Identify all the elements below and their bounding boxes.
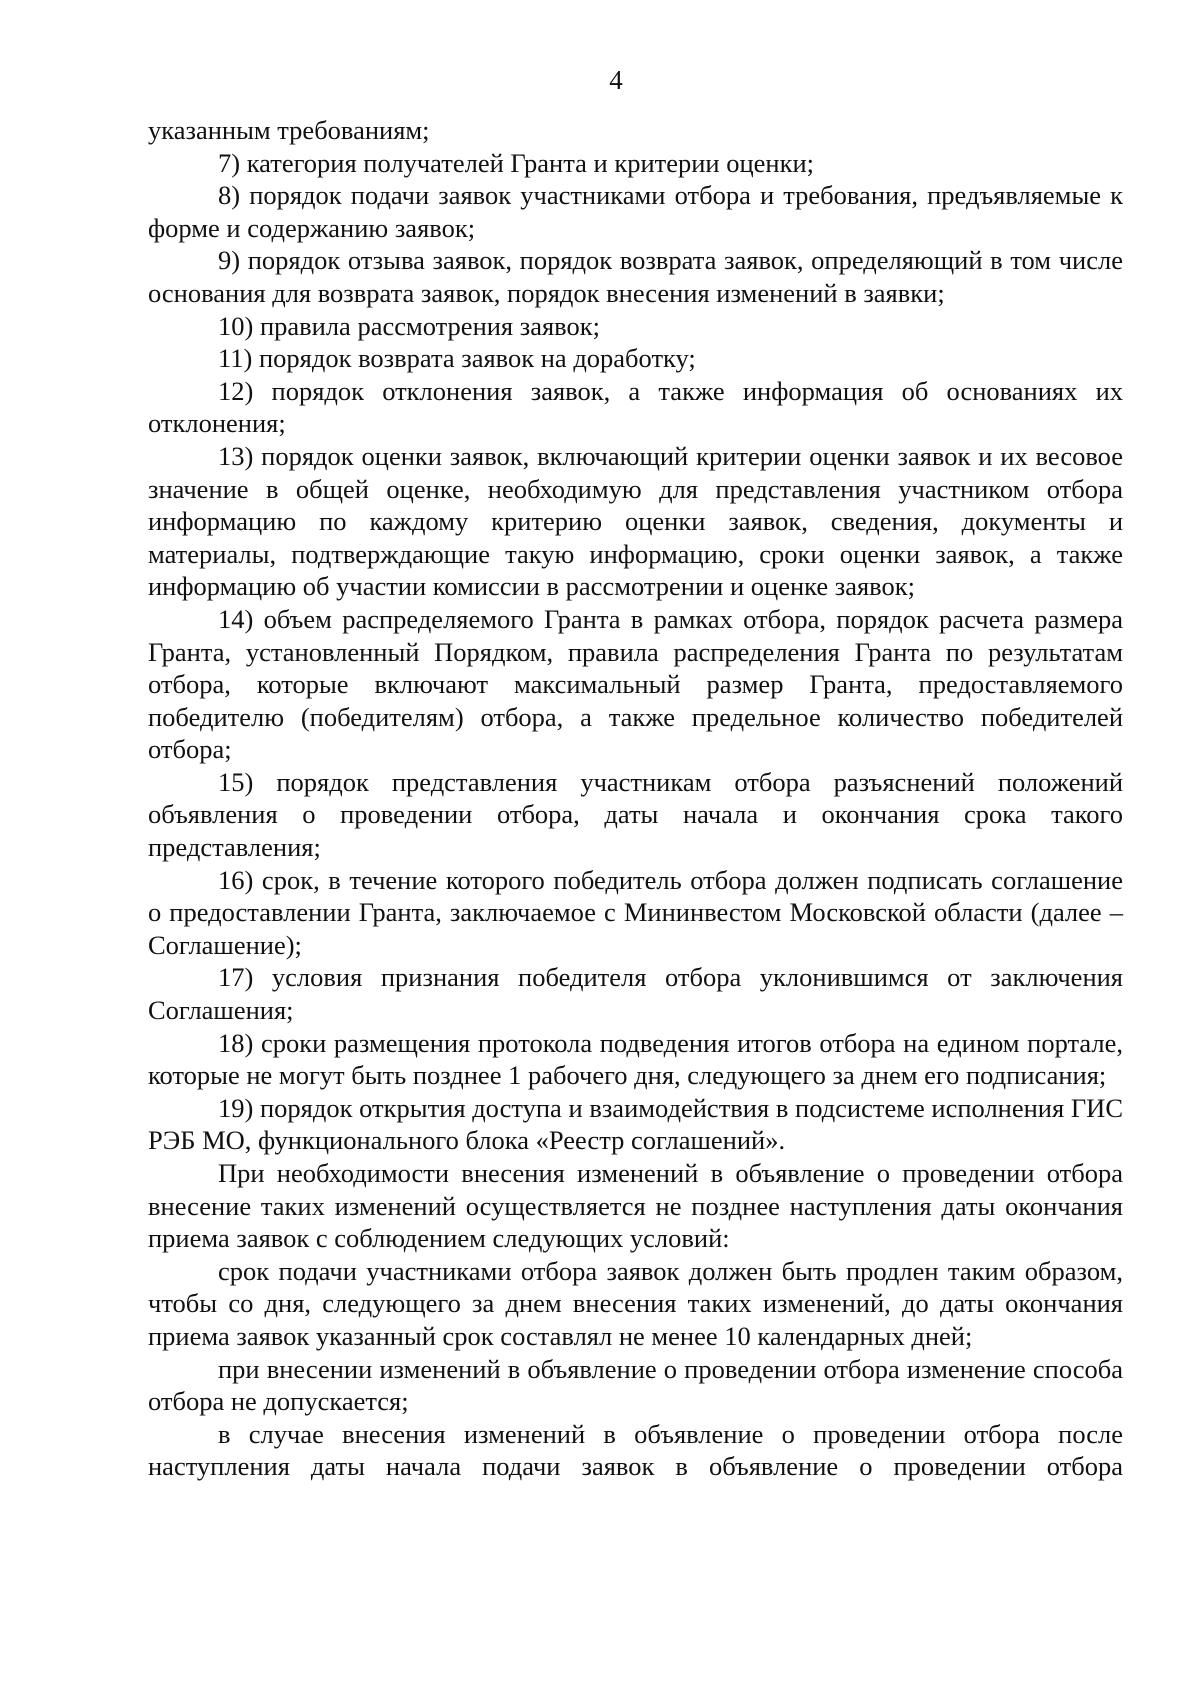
list-item-14: 14) объем распределяемого Гранта в рамках отбора, порядок расчета размера Гранта, установленный Порядком, правила распределения Гранта по результатам отбора, которые включают максимальный размер Гранта, предоставляемого победителю (победителям) отбора, а также предельное количество победителей отбора; — [148, 603, 1123, 765]
list-item-8: 8) порядок подачи заявок участниками отбора и требования, предъявляемые к форме и содержанию заявок; — [148, 180, 1123, 243]
list-item-7: 7) категория получателей Гранта и критерии оценки; — [218, 147, 815, 178]
document-body — [148, 114, 1123, 1483]
list-item-16: 16) срок, в течение которого победитель отбора должен подписать соглашение о предоставлении Гранта, заключаемое с Мининвестом Московской области (далее – Соглашение); — [148, 864, 1123, 960]
paragraph-continuation: указанным требованиям; — [148, 115, 430, 145]
list-item-18: 18) сроки размещения протокола подведения итогов отбора на едином портале, которые не могут быть позднее 1 рабочего дня, следующего за днем его подписания; — [148, 1027, 1123, 1091]
paragraph-amendments: При необходимости внесения изменений в объявление о проведении отбора внесение таких изменений осуществляется не позднее наступления даты окончания приема заявок с соблюдением следующих условий: — [148, 1158, 1123, 1254]
list-item-12: 12) порядок отклонения заявок, а также информация об основаниях их отклонения; — [148, 375, 1123, 439]
list-item-15: 15) порядок представления участникам отбора разъяснений положений объявления о проведении отбора, даты начала и окончания срока такого представления; — [148, 766, 1123, 863]
list-item-13: 13) порядок оценки заявок, включающий критерии оценки заявок и их весовое значение в общей оценке, необходимую для представления участником отбора информацию по каждому критерию оценки заявок, сведения, документы и материалы, подтверждающие такую информацию, сроки оценки заявок, а также информацию об участии комиссии в рассмотрении и оценке заявок; — [148, 440, 1123, 602]
list-item-19: 19) порядок открытия доступа и взаимодействия в подсистеме исполнения ГИС РЭБ МО, функционального блока «Реестр соглашений». — [148, 1092, 1123, 1156]
paragraph-condition-method: при внесении изменений в объявление о проведении отбора изменение способа отбора не допускается; — [148, 1353, 1123, 1417]
page-number: 4 — [609, 65, 623, 95]
paragraph-condition-after-start: в случае внесения изменений в объявление о проведении отбора после наступления даты начала подачи заявок в объявление о проведении отбора — [148, 1418, 1123, 1482]
list-item-11: 11) порядок возврата заявок на доработку; — [218, 343, 696, 374]
list-item-17: 17) условия признания победителя отбора уклонившимся от заключения Соглашения; — [148, 962, 1123, 1026]
paragraph-condition-deadline: срок подачи участниками отбора заявок должен быть продлен таким образом, чтобы со дня, следующего за днем внесения таких изменений, до даты окончания приема заявок указанный срок составлял не менее 10 календарных дней; — [148, 1255, 1123, 1351]
list-item-9: 9) порядок отзыва заявок, порядок возврата заявок, определяющий в том числе основания для возврата заявок, порядок внесения изменений в заявки; — [148, 245, 1123, 308]
list-item-10: 10) правила рассмотрения заявок; — [218, 310, 600, 341]
